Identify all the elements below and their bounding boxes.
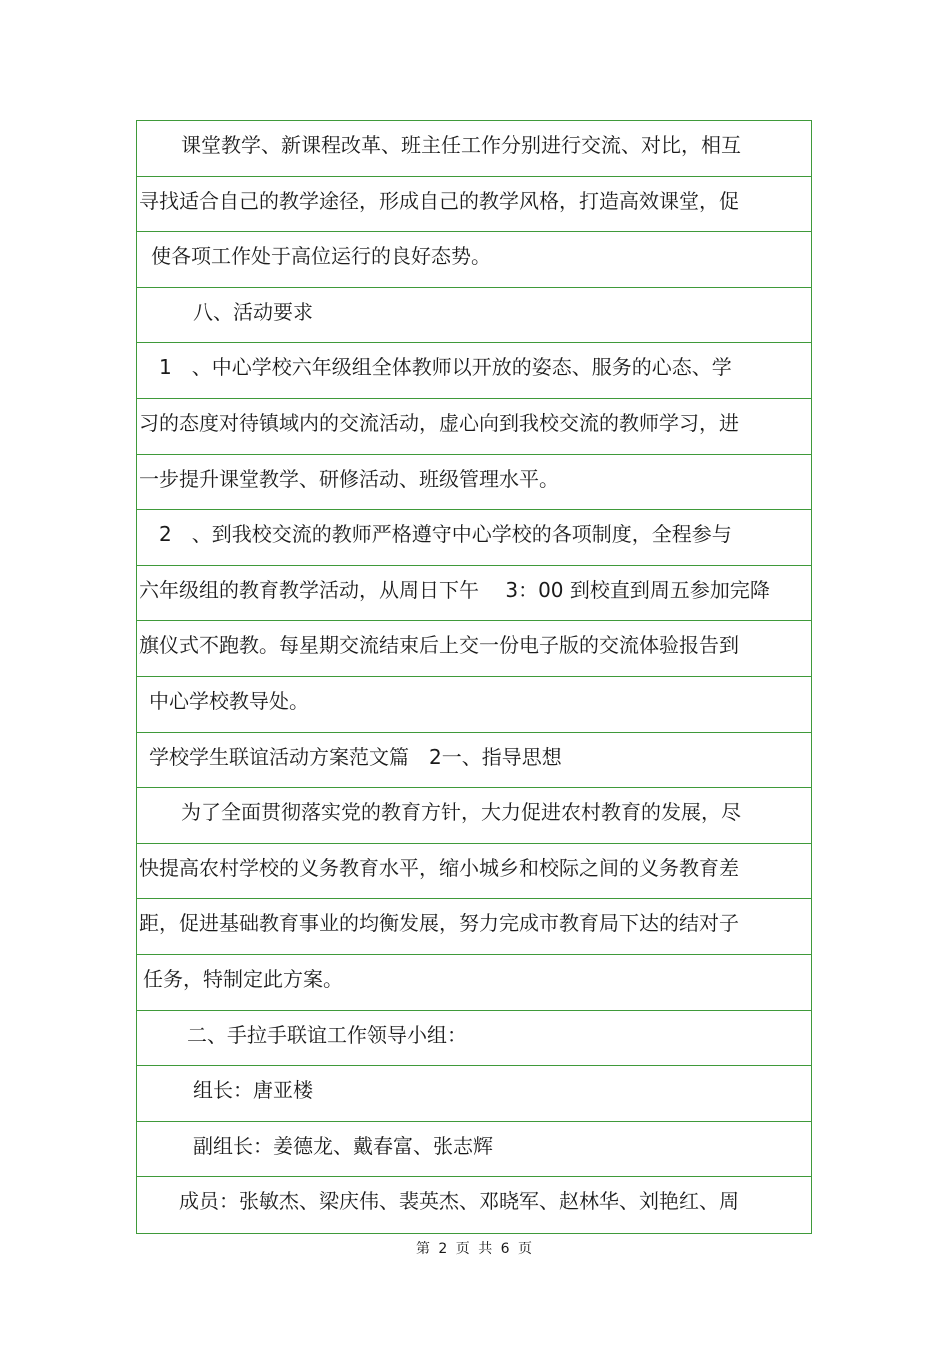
footer-suffix: 页 bbox=[518, 1241, 535, 1257]
table-row bbox=[137, 399, 811, 455]
row-text: 中心学校教导处。 bbox=[149, 688, 309, 713]
table-row bbox=[137, 510, 811, 566]
table-row bbox=[137, 844, 811, 900]
row-text: 快提高农村学校的义务教育水平，缩小城乡和校际之间的义务教育差 bbox=[139, 855, 739, 880]
row-text: 八、活动要求 bbox=[193, 299, 313, 324]
table-row bbox=[137, 1066, 811, 1122]
row-text: 六年级组的教育教学活动，从周日下午 3：00 到校直到周五参加完降 bbox=[139, 577, 770, 602]
table-row bbox=[137, 677, 811, 733]
row-text: 二、手拉手联谊工作领导小组： bbox=[187, 1022, 467, 1047]
row-text: 旗仪式不跑教。每星期交流结束后上交一份电子版的交流体验报告到 bbox=[139, 633, 739, 658]
row-text: 寻找适合自己的教学途径，形成自己的教学风格，打造高效课堂，促 bbox=[139, 188, 739, 213]
row-text: 距，促进基础教育事业的均衡发展，努力完成市教育局下达的结对子 bbox=[139, 911, 739, 936]
table-row bbox=[137, 121, 811, 177]
page-footer bbox=[0, 1238, 950, 1258]
total-pages-number: 6 bbox=[500, 1241, 512, 1257]
table-row bbox=[137, 733, 811, 789]
row-text: 习的态度对待镇域内的交流活动，虚心向到我校交流的教师学习，进 bbox=[139, 410, 739, 435]
row-text: 学校学生联谊活动方案范文篇 2一、指导思想 bbox=[149, 744, 562, 769]
row-text: 2 、到我校交流的教师严格遵守中心学校的各项制度，全程参与 bbox=[159, 522, 732, 547]
table-row bbox=[137, 621, 811, 677]
row-text: 副组长：姜德龙、戴春富、张志辉 bbox=[193, 1133, 493, 1158]
row-text: 课堂教学、新课程改革、班主任工作分别进行交流、对比，相互 bbox=[181, 133, 741, 157]
table-row bbox=[137, 1011, 811, 1067]
table-row bbox=[137, 455, 811, 511]
current-page-number: 2 bbox=[438, 1241, 450, 1257]
row-text: 一步提升课堂教学、研修活动、班级管理水平。 bbox=[139, 466, 559, 491]
table-row bbox=[137, 343, 811, 399]
table-row bbox=[137, 1122, 811, 1178]
table-row bbox=[137, 177, 811, 233]
row-text: 1 、中心学校六年级组全体教师以开放的姿态、服务的心态、学 bbox=[159, 355, 732, 380]
row-text: 成员：张敏杰、梁庆伟、裴英杰、邓晓军、赵林华、刘艳红、周 bbox=[179, 1189, 739, 1214]
table-row bbox=[137, 1177, 811, 1233]
document-table bbox=[136, 120, 812, 1234]
table-row bbox=[137, 288, 811, 344]
table-row bbox=[137, 955, 811, 1011]
table-row bbox=[137, 788, 811, 844]
row-text: 为了全面贯彻落实党的教育方针，大力促进农村教育的发展，尽 bbox=[181, 800, 741, 825]
table-row bbox=[137, 899, 811, 955]
table-row bbox=[137, 566, 811, 622]
footer-middle: 页 共 bbox=[455, 1241, 495, 1257]
footer-prefix: 第 bbox=[415, 1241, 432, 1257]
table-row bbox=[137, 232, 811, 288]
row-text: 任务，特制定此方案。 bbox=[143, 966, 343, 991]
row-text: 使各项工作处于高位运行的良好态势。 bbox=[151, 244, 491, 269]
row-text: 组长：唐亚楼 bbox=[193, 1078, 313, 1103]
